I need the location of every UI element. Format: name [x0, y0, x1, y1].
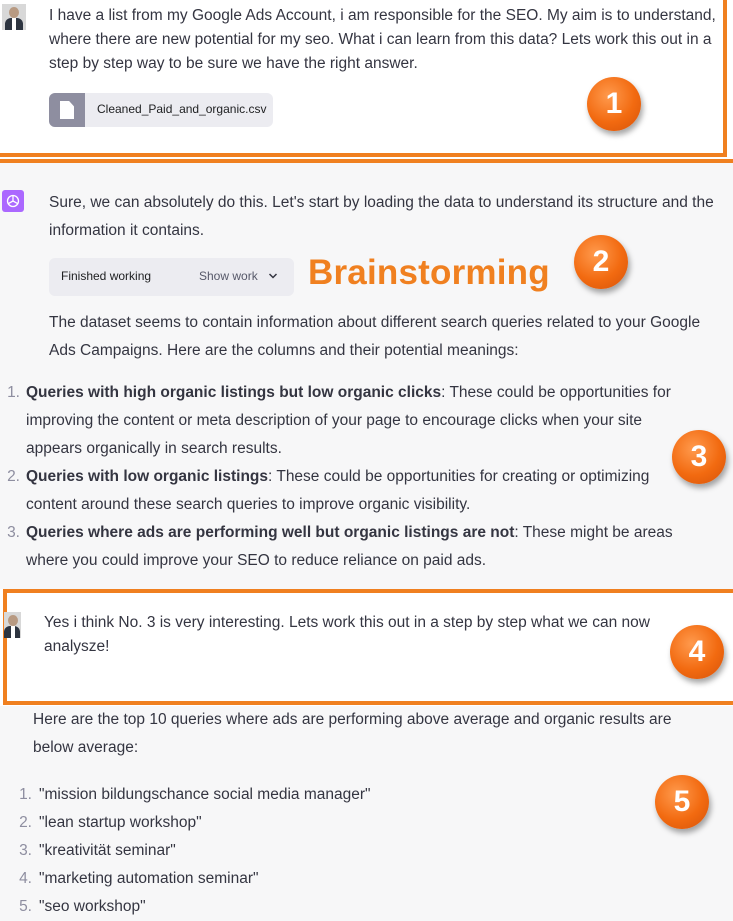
highlight-frame-1-bottom — [0, 159, 733, 163]
user-avatar — [4, 612, 21, 638]
user-message-text: I have a list from my Google Ads Account, i am responsible for the SEO. My aim is to understand, where there are new potential for my seo. What i can learn from this data? Lets work this out in a step by step way to be sure we have the right answer. — [49, 7, 716, 72]
query-value: "kreativität seminar" — [39, 842, 176, 859]
assistant-intro: Sure, we can absolutely do this. Let's start by loading the data to understand its structure and the information it contains. — [49, 194, 714, 239]
file-attachment[interactable] — [49, 93, 273, 127]
list-item-number: 3. — [19, 842, 32, 859]
assistant-logo-icon — [2, 190, 24, 212]
list-item-description: : These might be areas where you could improve your SEO to reduce reliance on paid ads. — [26, 524, 673, 569]
step-badge-2: 2 — [574, 235, 628, 289]
assistant-followup: The dataset seems to contain information about different search queries related to your Google Ads Campaigns. Here are the columns and their potential meanings: — [49, 314, 701, 359]
list-item-number: 1. — [19, 786, 32, 803]
step-badge-1: 1 — [587, 77, 641, 131]
list-item-number: 2. — [7, 468, 20, 485]
file-icon — [49, 93, 85, 127]
list-item-description: : These could be opportunities for improving the content or meta description of your page to encourage clicks when your site appears organically in search results. — [26, 384, 671, 457]
step-badge-4: 4 — [670, 625, 724, 679]
step-badge-5: 5 — [655, 775, 709, 829]
show-work-button[interactable]: Show work — [199, 269, 258, 283]
list-item-number: 5. — [19, 898, 32, 915]
code-interpreter-status[interactable] — [49, 258, 294, 296]
query-value: "lean startup workshop" — [39, 814, 202, 831]
list-item-title: Queries where ads are performing well but organic listings are not — [26, 524, 515, 541]
user-avatar — [2, 4, 26, 30]
list-item-description: : These could be opportunities for creating or optimizing content around these search queries to improve organic visibility. — [26, 468, 650, 513]
status-label: Finished working — [61, 269, 152, 283]
list-item-number: 4. — [19, 870, 32, 887]
step-badge-3: 3 — [672, 430, 726, 484]
list-item-number: 1. — [7, 384, 20, 401]
brainstorming-overlay-label: Brainstorming — [308, 253, 550, 292]
chevron-down-icon[interactable] — [268, 271, 278, 281]
list-item-title: Queries with low organic listings — [26, 468, 269, 485]
query-value: "seo workshop" — [39, 898, 146, 915]
list-item-number: 3. — [7, 524, 20, 541]
list-item-title: Queries with high organic listings but low organic clicks — [26, 384, 442, 401]
query-value: "mission bildungschance social media manager" — [39, 786, 371, 803]
file-name: Cleaned_Paid_and_organic.csv — [97, 102, 267, 116]
user-message-text: Yes i think No. 3 is very interesting. Lets work this out in a step by step what we can now analysze! — [44, 614, 650, 655]
list-item-number: 2. — [19, 814, 32, 831]
assistant-results-intro: Here are the top 10 queries where ads are performing above average and organic results are below average: — [33, 711, 672, 756]
query-value: "marketing automation seminar" — [39, 870, 259, 887]
